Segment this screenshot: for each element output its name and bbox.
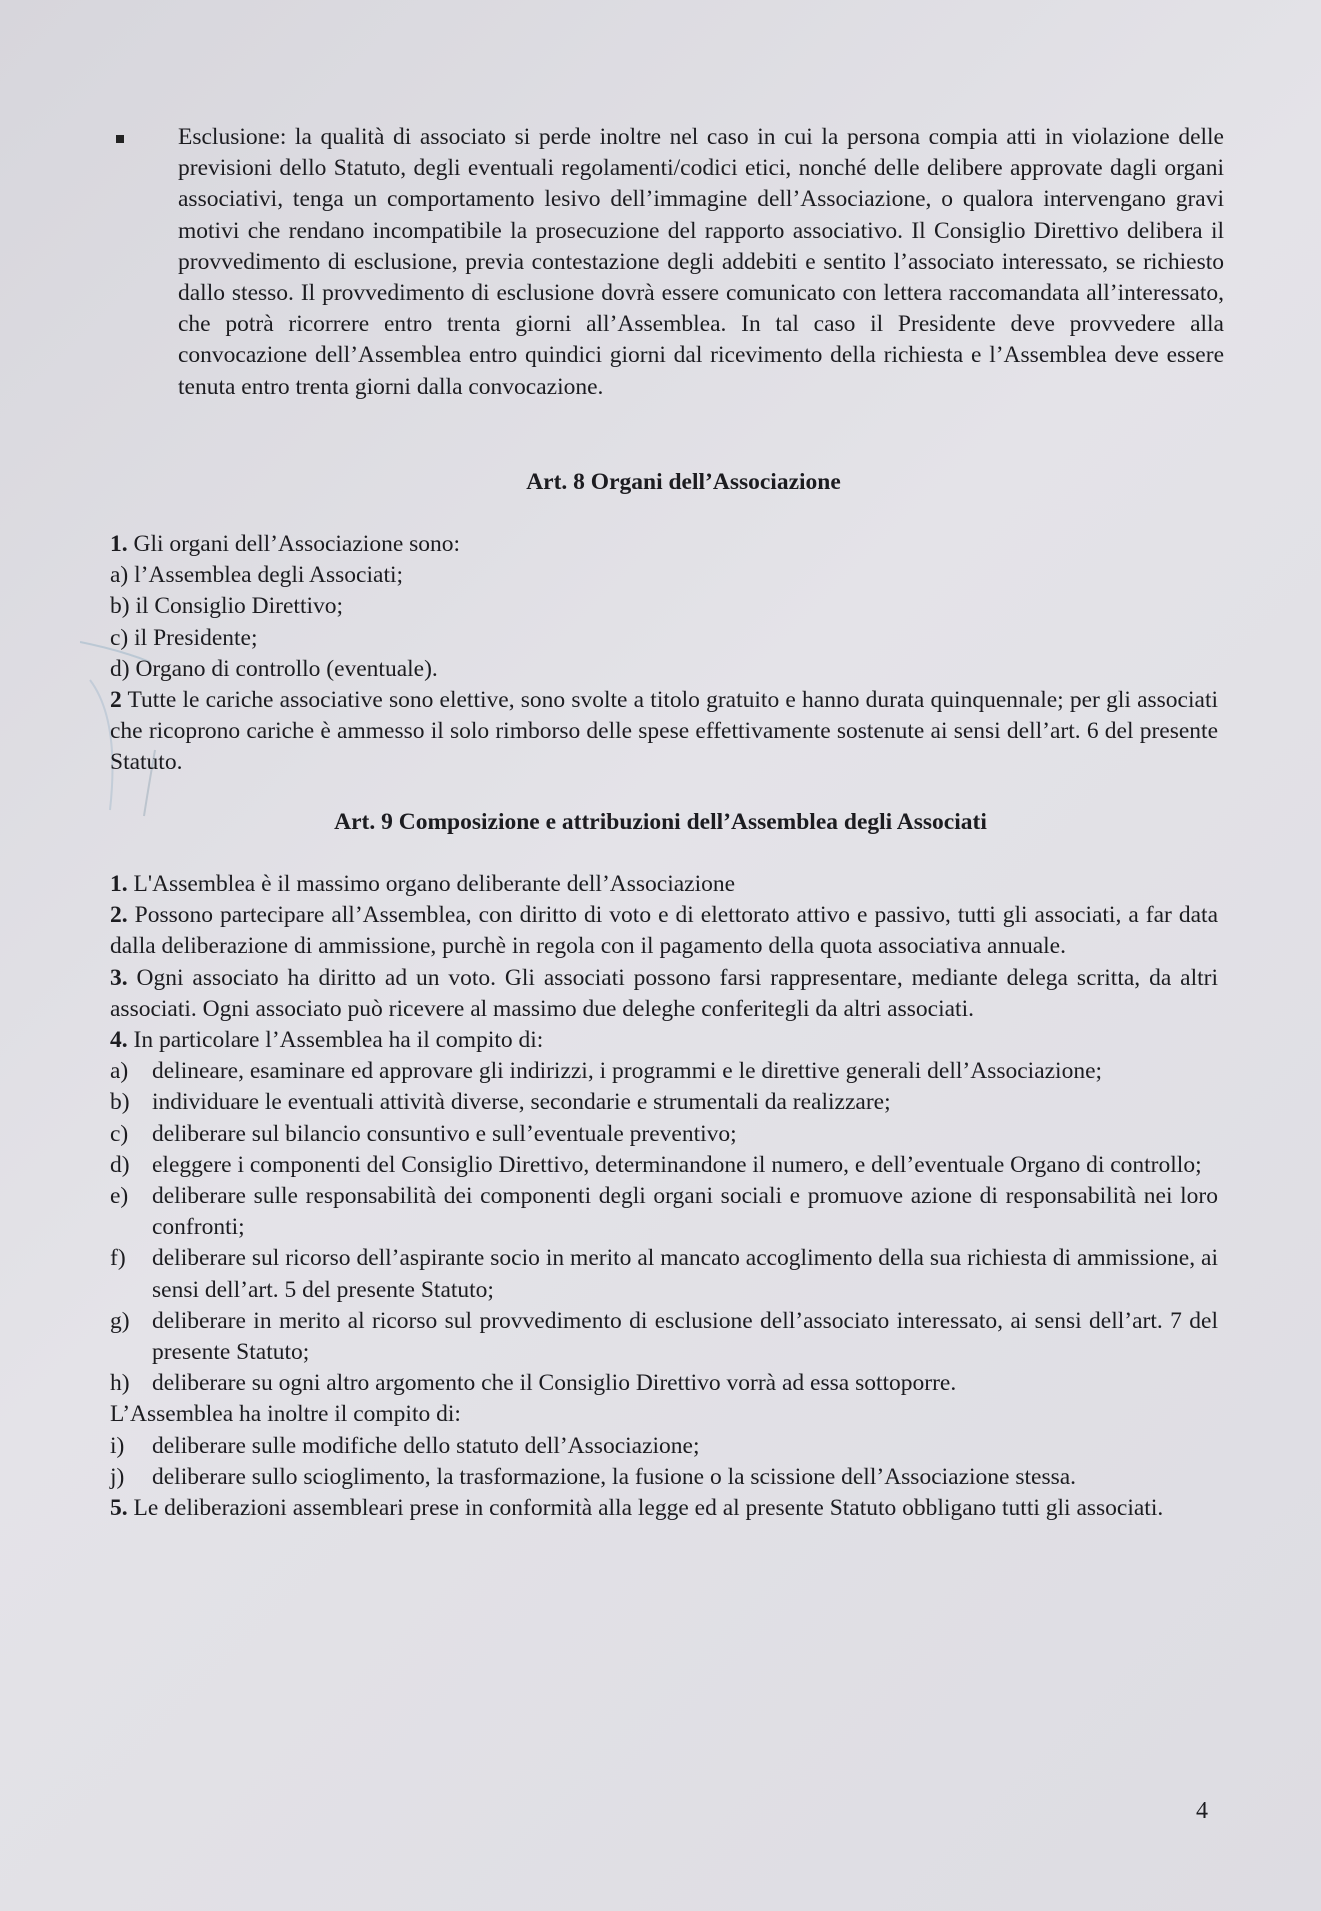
art9-p5-text: Le deliberazioni assembleari prese in conformità alla legge ed al presente Statuto obbligano tutti gli associati.: [127, 1495, 1164, 1522]
item-text: deliberare sulle modifiche dello statuto dell’Associazione;: [152, 1432, 700, 1459]
art9-p5-number: 5.: [110, 1495, 128, 1522]
exclusion-bullet: [116, 122, 1224, 403]
art9-p4-text: In particolare l’Assemblea ha il compito di:: [127, 1027, 544, 1054]
art9-p2-text: Possono partecipare all’Assemblea, con diritto di voto e di elettorato attivo e passivo, tutti gli associati, a far data dalla deliberazione di ammissione, purchè in regola con il pagamento della quota associativa annuale.: [110, 902, 1218, 960]
art8-item-c: c) il Presidente;: [110, 624, 258, 651]
art8-p2-number: 2: [110, 687, 122, 714]
item-label: f): [110, 1245, 126, 1272]
art8-p2-text: Tutte le cariche associative sono elettive, sono svolte a titolo gratuito e hanno durata quinquennale; per gli associati che ricoprono cariche è ammesso il solo rimborso delle spese effettivamente sostenute ai sensi dell’art. 6 del presente Statuto.: [110, 687, 1218, 776]
art9-item-d: [110, 1150, 1218, 1181]
art9-item-b: [110, 1087, 1218, 1118]
item-text: eleggere i componenti del Consiglio Direttivo, determinandone il numero, e dell’eventuale Organo di controllo;: [152, 1151, 1202, 1178]
item-label: e): [110, 1183, 129, 1210]
item-text: delineare, esaminare ed approvare gli indirizzi, i programmi e le direttive generali dell’Associazione;: [152, 1058, 1103, 1085]
art9-p1-text: L'Assemblea è il massimo organo deliberante dell’Associazione: [127, 871, 736, 897]
art8-p1-text: Gli organi dell’Associazione sono:: [127, 531, 461, 557]
art9-item-h: [110, 1368, 1218, 1399]
item-text: deliberare su ogni altro argomento che il Consiglio Direttivo vorrà ad essa sottoporre.: [152, 1370, 957, 1397]
item-text: deliberare sullo scioglimento, la trasformazione, la fusione o la scissione dell’Associazione stessa.: [152, 1463, 1077, 1490]
item-text: deliberare sul ricorso dell’aspirante socio in merito al mancato accoglimento della sua richiesta di ammissione, ai sensi dell’art. 5 del presente Statuto;: [152, 1245, 1218, 1303]
art8-p1-number: 1.: [110, 531, 128, 557]
art8-paragraph-1: [110, 529, 1218, 560]
exclusion-text: Esclusione: la qualità di associato si perde inoltre nel caso in cui la persona compia atti in violazione delle previsioni dello Statuto, degli eventuali regolamenti/codici etici, nonché delle delibere approvate dagli organi associativi, tenga un comportamento lesivo dell’immagine dell’Associazione, o qualora intervengano gravi motivi che rendano incompatibile la prosecuzione del rapporto associativo. Il Consiglio Direttivo delibera il provvedimento di esclusione, previa contestazione degli addebiti e sentito l’associato interessato, se richiesto dallo stesso. Il provvedimento di esclusione dovrà essere comunicato con lettera raccomandata all’interessato, che potrà ricorrere entro trenta giorni all’Assemblea. In tal caso il Presidente deve provvedere alla convocazione dell’Assemblea entro quindici giorni dal ricevimento della richiesta e l’Assemblea deve essere tenuta entro trenta giorni dalla convocazione.: [178, 124, 1224, 400]
item-label: c): [110, 1120, 129, 1147]
item-text: individuare le eventuali attività diverse, secondarie e strumentali da realizzare;: [152, 1089, 891, 1116]
art9-p1-number: 1.: [110, 871, 128, 897]
art9-item-c: [110, 1119, 1218, 1150]
art9-p4-number: 4.: [110, 1027, 128, 1054]
art9-paragraph-2: [110, 900, 1218, 962]
art9-item-a: [110, 1056, 1218, 1087]
art9-p3-number: 3.: [110, 964, 128, 991]
art9-item-e: [110, 1181, 1218, 1243]
art9-item-i: [110, 1431, 1218, 1462]
item-label: h): [110, 1370, 130, 1397]
art9-p3-text: Ogni associato ha diritto ad un voto. Gli associati possono farsi rappresentare, mediante delega scritta, da altri associati. Ogni associato può ricevere al massimo due deleghe conferitegli da altri associati.: [110, 964, 1218, 1022]
art9-paragraph-4: [110, 1025, 1218, 1056]
art8-item-b: b) il Consiglio Direttivo;: [110, 593, 344, 620]
article-9-title: Art. 9 Composizione e attribuzioni dell’Assemblea degli Associati: [334, 809, 987, 835]
item-label: g): [110, 1307, 130, 1334]
bullet-square-icon: [116, 135, 124, 143]
item-label: i): [110, 1432, 125, 1459]
article-8-title: Art. 8 Organi dell’Associazione: [526, 469, 841, 495]
art9-paragraph-1: [110, 869, 1218, 900]
art8-paragraph-2: [110, 685, 1218, 779]
art9-paragraph-5: [110, 1493, 1218, 1524]
item-label: a): [110, 1058, 129, 1085]
art8-item-d: d) Organo di controllo (eventuale).: [110, 655, 438, 682]
item-label: b): [110, 1089, 130, 1116]
art9-item-j: [110, 1462, 1218, 1493]
item-text: deliberare in merito al ricorso sul provvedimento di esclusione dell’associato interessato, ai sensi dell’art. 7 del presente Statuto;: [152, 1307, 1218, 1366]
art9-item-f: [110, 1243, 1218, 1305]
item-label: d): [110, 1151, 130, 1178]
article-8-body: [110, 529, 1218, 779]
art9-paragraph-3: [110, 963, 1218, 1025]
item-text: deliberare sulle responsabilità dei componenti degli organi sociali e promuove azione di responsabilità nei loro confronti;: [152, 1183, 1218, 1241]
item-label: j): [110, 1463, 125, 1490]
page-number: 4: [1196, 1798, 1208, 1824]
art9-also-intro: L’Assemblea ha inoltre il compito di:: [110, 1401, 461, 1428]
art9-item-g: [110, 1306, 1218, 1368]
art9-p2-number: 2.: [110, 902, 128, 929]
article-9-body: [110, 869, 1218, 1524]
art8-item-a: a) l’Assemblea degli Associati;: [110, 562, 404, 589]
item-text: deliberare sul bilancio consuntivo e sull’eventuale preventivo;: [152, 1120, 737, 1147]
